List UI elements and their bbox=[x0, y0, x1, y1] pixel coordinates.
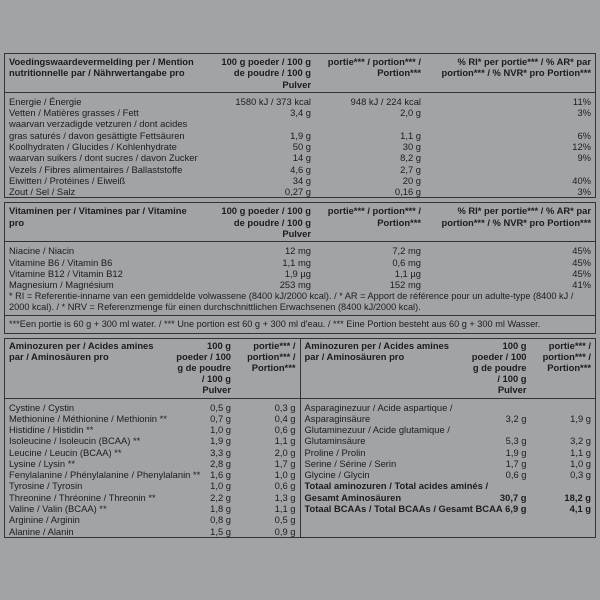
table-row bbox=[5, 447, 300, 458]
row-value: 1580 kJ / 373 kcal bbox=[235, 95, 311, 107]
row-value: 41% bbox=[572, 279, 591, 291]
row-value: 5,3 g bbox=[505, 435, 527, 447]
row-label: Vitamine B12 / Vitamin B12 bbox=[9, 267, 123, 279]
row-value: 1,0 g bbox=[210, 480, 231, 492]
table-row bbox=[5, 164, 595, 175]
row-label: Vitamine B6 / Vitamin B6 bbox=[9, 256, 113, 268]
amino-left-header-per100: 100 g poeder / 100 g de poudre / 100 g Pulver bbox=[171, 339, 235, 398]
row-value: 11% bbox=[572, 95, 591, 107]
vitamins-header-label: Vitaminen per / Vitamines par / Vitamine pro bbox=[5, 203, 205, 241]
amino-left-column bbox=[5, 339, 300, 536]
vitamins-rows bbox=[5, 242, 595, 291]
row-value: 1,8 g bbox=[210, 503, 231, 515]
amino-right-header-per100: 100 g poeder / 100 g de poudre / 100 g Pulver bbox=[467, 339, 531, 398]
row-label: gras saturés / davon gesättigte Fettsäuren bbox=[9, 129, 185, 141]
row-value: 1,5 g bbox=[210, 525, 231, 537]
row-value: 0,9 g bbox=[274, 525, 296, 537]
amino-left-header-portion: portie*** / portion*** / Portion*** bbox=[235, 339, 300, 398]
table-row bbox=[5, 141, 595, 152]
vitamins-header-ri: % RI* per portie*** / % AR* par portion*** / % NVR* pro Portion*** bbox=[425, 203, 595, 241]
row-value: 0,4 g bbox=[274, 412, 296, 424]
row-value: 7,2 mg bbox=[392, 245, 421, 257]
row-value: 152 mg bbox=[389, 279, 421, 291]
amino-right-header-label: Aminozuren per / Acides amines par / Aminosäuren pro bbox=[301, 339, 467, 398]
row-value: 1,0 g bbox=[570, 457, 591, 469]
row-label: Serine / Sérine / Serin bbox=[304, 457, 397, 469]
row-value: 0,6 g bbox=[505, 469, 527, 481]
row-value: 45% bbox=[572, 245, 591, 257]
row-value: 3% bbox=[577, 186, 591, 198]
amino-total-rows bbox=[301, 480, 596, 514]
table-row bbox=[5, 175, 595, 186]
row-value: 2,0 g bbox=[274, 446, 296, 458]
row-value: 45% bbox=[572, 267, 591, 279]
amino-right-rows bbox=[301, 398, 596, 480]
table-row bbox=[5, 492, 300, 503]
nutrition-header-portion: portie*** / portion*** / Portion*** bbox=[315, 54, 425, 92]
row-label: Methionine / Méthionine / Methionin ** bbox=[9, 412, 167, 424]
row-value bbox=[531, 424, 596, 435]
row-value: 0,6 g bbox=[274, 480, 296, 492]
row-value: 1,1 µg bbox=[394, 267, 421, 279]
row-label: Tyrosine / Tyrosin bbox=[9, 480, 83, 492]
row-label: Proline / Prolin bbox=[304, 446, 366, 458]
row-value: 3,2 g bbox=[505, 412, 527, 424]
table-row bbox=[5, 92, 595, 107]
row-label: Vezels / Fibres alimentaires / Ballaststoffe bbox=[9, 163, 183, 175]
row-value: 12% bbox=[572, 140, 591, 152]
row-label: Threonine / Thréonine / Threonin ** bbox=[9, 491, 156, 503]
row-label: Histidine / Histidin ** bbox=[9, 424, 94, 436]
row-label: Gesamt Aminosäuren bbox=[304, 491, 402, 503]
table-row bbox=[5, 257, 595, 268]
row-label: Eiwitten / Protéines / Eiweiß bbox=[9, 174, 126, 186]
table-row bbox=[301, 413, 596, 424]
amino-left-header-label: Aminozuren per / Acides amines par / Aminosäuren pro bbox=[5, 339, 171, 398]
row-label: Lysine / Lysin ** bbox=[9, 457, 76, 469]
table-row bbox=[5, 279, 595, 290]
table-row bbox=[301, 447, 596, 458]
row-value: 6% bbox=[577, 129, 591, 141]
row-value: 1,1 g bbox=[400, 129, 421, 141]
row-value: 0,6 mg bbox=[392, 256, 421, 268]
row-value: 1,6 g bbox=[210, 469, 231, 481]
amino-left-table bbox=[5, 339, 300, 536]
row-value: 2,0 g bbox=[400, 107, 421, 119]
nutrition-table bbox=[5, 54, 595, 197]
row-value: 0,3 g bbox=[570, 469, 591, 481]
row-value: 2,8 g bbox=[210, 457, 231, 469]
table-row bbox=[301, 492, 596, 503]
table-row bbox=[5, 503, 300, 514]
row-label: waarvan verzadigde vetzuren / dont acides bbox=[9, 118, 188, 130]
amino-left-rows bbox=[5, 398, 300, 537]
row-value bbox=[467, 398, 531, 413]
table-row bbox=[5, 130, 595, 141]
table-row bbox=[301, 469, 596, 480]
row-value: 8,2 g bbox=[400, 152, 421, 164]
row-value: 1,9 µg bbox=[284, 267, 311, 279]
row-label: Energie / Énergie bbox=[9, 95, 82, 107]
row-value: 18,2 g bbox=[564, 491, 591, 503]
row-value: 0,5 g bbox=[210, 401, 231, 413]
table-row bbox=[5, 514, 300, 525]
row-label: Valine / Valin (BCAA) ** bbox=[9, 503, 107, 515]
amino-right-table bbox=[301, 339, 596, 514]
row-value: 0,7 g bbox=[210, 412, 231, 424]
table-row bbox=[301, 398, 596, 413]
nutrition-label bbox=[4, 53, 596, 538]
row-label: Magnesium / Magnésium bbox=[9, 279, 114, 291]
row-label: waarvan suikers / dont sucres / davon Zucker bbox=[9, 152, 198, 164]
row-label: Asparaginsäure bbox=[304, 412, 371, 424]
row-label: Leucine / Leucin (BCAA) ** bbox=[9, 446, 122, 458]
table-row bbox=[301, 435, 596, 446]
row-value: 34 g bbox=[292, 174, 311, 186]
row-value: 30 g bbox=[402, 140, 421, 152]
row-value: 40% bbox=[572, 174, 591, 186]
row-label: Glutaminezuur / Acide glutamique / bbox=[304, 424, 450, 436]
vitamins-header-portion: portie*** / portion*** / Portion*** bbox=[315, 203, 425, 241]
amino-right-column bbox=[300, 339, 596, 536]
row-label: Zout / Sel / Salz bbox=[9, 186, 76, 198]
row-label: Vetten / Matières grasses / Fett bbox=[9, 107, 139, 119]
row-value: 6,9 g bbox=[505, 503, 527, 515]
vitamins-header-per100: 100 g poeder / 100 g de poudre / 100 g Pulver bbox=[205, 203, 315, 241]
row-value: 4,6 g bbox=[290, 163, 311, 175]
table-row bbox=[5, 398, 300, 413]
row-value bbox=[315, 118, 425, 129]
row-label: Cystine / Cystin bbox=[9, 401, 75, 413]
row-value: 0,16 g bbox=[394, 186, 421, 198]
row-label: Glutaminsäure bbox=[304, 435, 366, 447]
row-label: Isoleucine / Isoleucin (BCAA) ** bbox=[9, 435, 141, 447]
row-value: 1,0 g bbox=[274, 469, 296, 481]
table-row bbox=[5, 268, 595, 279]
table-row bbox=[5, 413, 300, 424]
row-value: 14 g bbox=[292, 152, 311, 164]
table-row bbox=[5, 118, 595, 129]
amino-right-header-portion: portie*** / portion*** / Portion*** bbox=[531, 339, 596, 398]
row-label: Arginine / Arginin bbox=[9, 514, 80, 526]
row-value: 45% bbox=[572, 256, 591, 268]
nutrition-header-ri: % RI* per portie*** / % AR* par portion*** / % NVR* pro Portion*** bbox=[425, 54, 595, 92]
row-value: 1,7 g bbox=[505, 457, 527, 469]
row-value: 3,2 g bbox=[570, 435, 591, 447]
table-row bbox=[5, 186, 595, 197]
row-value: 2,7 g bbox=[400, 163, 421, 175]
row-value: 253 mg bbox=[279, 279, 311, 291]
row-value bbox=[531, 480, 596, 491]
vitamins-table bbox=[5, 203, 595, 290]
serving-note: ***Een portie is 60 g + 300 ml water. / *** Une portion est 60 g + 300 ml d'eau. / *** Eine Portion besteht aus 60 g + 300 ml Wasser. bbox=[9, 319, 541, 330]
row-label: Asparaginezuur / Acide aspartique / bbox=[304, 401, 453, 413]
row-value: 0,8 g bbox=[210, 514, 231, 526]
row-value: 0,3 g bbox=[274, 401, 296, 413]
row-label: Niacine / Niacin bbox=[9, 245, 75, 257]
ri-footnote: * RI = Referentie-inname van een gemiddelde volwassene (8400 kJ/2000 kcal). / * AR = Apport de référence pour un adulte-type (8400 kJ / 2000 kcal). / * NRV = Referenzmenge für einen durchschnittlichen Erwachsenen (8400 kJ/2000 kcal). bbox=[5, 290, 595, 316]
nutrition-section bbox=[4, 53, 596, 198]
row-label: Totaal BCAAs / Total BCAAs / Gesamt BCAA bbox=[304, 503, 503, 515]
table-row bbox=[5, 424, 300, 435]
row-value: 3,3 g bbox=[210, 446, 231, 458]
table-row bbox=[301, 458, 596, 469]
row-value: 30,7 g bbox=[499, 491, 527, 503]
table-row bbox=[301, 503, 596, 514]
row-value bbox=[531, 398, 596, 413]
row-value: 4,1 g bbox=[569, 503, 591, 515]
table-row bbox=[5, 526, 300, 537]
nutrition-header-per100: 100 g poeder / 100 g de poudre / 100 g Pulver bbox=[205, 54, 315, 92]
row-value bbox=[425, 164, 595, 175]
row-value: 1,1 mg bbox=[282, 256, 311, 268]
row-label: Koolhydraten / Glucides / Kohlenhydrate bbox=[9, 140, 177, 152]
table-row bbox=[5, 469, 300, 480]
row-label: Fenylalanine / Phénylalanine / Phenylalanin ** bbox=[9, 469, 201, 481]
table-row bbox=[5, 435, 300, 446]
table-row bbox=[301, 480, 596, 491]
row-value: 1,3 g bbox=[274, 491, 296, 503]
row-value: 9% bbox=[577, 152, 591, 164]
row-value: 0,27 g bbox=[284, 186, 311, 198]
table-row bbox=[5, 458, 300, 469]
row-value: 3,4 g bbox=[290, 107, 311, 119]
table-row bbox=[5, 107, 595, 118]
row-value: 1,0 g bbox=[210, 424, 231, 436]
row-value: 0,5 g bbox=[274, 514, 296, 526]
row-value bbox=[425, 118, 595, 129]
row-value: 1,9 g bbox=[505, 446, 527, 458]
row-value: 948 kJ / 224 kcal bbox=[350, 95, 421, 107]
row-value: 1,1 g bbox=[274, 435, 296, 447]
row-label: Totaal aminozuren / Total acides aminés / bbox=[304, 480, 489, 492]
nutrition-rows bbox=[5, 92, 595, 197]
row-value: 20 g bbox=[402, 174, 421, 186]
table-row bbox=[5, 480, 300, 491]
row-label: Glycine / Glycin bbox=[304, 469, 370, 481]
row-value: 1,1 g bbox=[570, 446, 591, 458]
table-row bbox=[5, 152, 595, 163]
row-value: 1,9 g bbox=[570, 412, 591, 424]
amino-acids-section bbox=[4, 338, 596, 537]
row-value bbox=[205, 118, 315, 129]
row-value: 1,9 g bbox=[210, 435, 231, 447]
row-value bbox=[467, 424, 531, 435]
row-label: Alanine / Alanin bbox=[9, 525, 74, 537]
table-row bbox=[301, 424, 596, 435]
table-row bbox=[5, 242, 595, 257]
row-value: 1,9 g bbox=[290, 129, 311, 141]
row-value: 3% bbox=[577, 107, 591, 119]
row-value: 0,6 g bbox=[274, 424, 296, 436]
vitamins-section bbox=[4, 202, 596, 334]
nutrition-header-label: Voedingswaardevermelding per / Mention nutritionnelle par / Nährwertangabe pro bbox=[5, 54, 205, 92]
row-value: 2,2 g bbox=[210, 491, 231, 503]
row-value: 12 mg bbox=[284, 245, 311, 257]
row-value: 1,1 g bbox=[274, 503, 296, 515]
row-value: 50 g bbox=[292, 140, 311, 152]
row-value: 1,7 g bbox=[274, 457, 296, 469]
